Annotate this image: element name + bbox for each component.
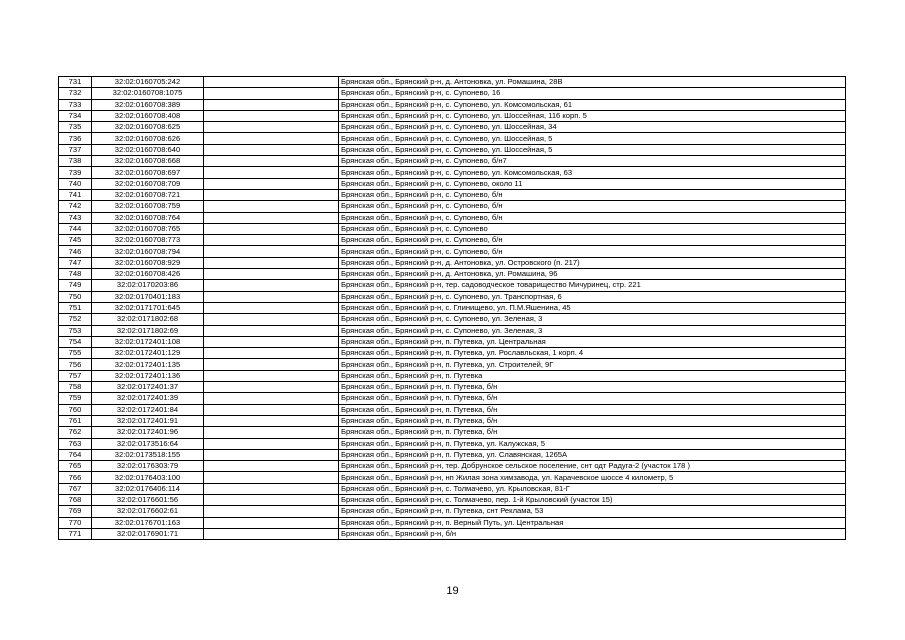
cadastral-number-cell: 32:02:0172401:39	[92, 393, 204, 404]
cadastral-number-cell: 32:02:0160708:765	[92, 223, 204, 234]
row-number-cell: 749	[59, 280, 92, 291]
row-number-cell: 741	[59, 189, 92, 200]
address-cell: Брянская обл., Брянский р-н, п. Путевка, ул. Строителей, 9Г	[339, 359, 846, 370]
cadastral-number-cell: 32:02:0160708:640	[92, 144, 204, 155]
cadastral-number-cell: 32:02:0160708:408	[92, 110, 204, 121]
empty-cell	[204, 302, 339, 313]
row-number-cell: 766	[59, 472, 92, 483]
cadastral-number-cell: 32:02:0176601:56	[92, 494, 204, 505]
empty-cell	[204, 494, 339, 505]
row-number-cell: 740	[59, 178, 92, 189]
address-cell: Брянская обл., Брянский р-н, д. Антоновка, ул. Ромашина, 96	[339, 269, 846, 280]
empty-cell	[204, 189, 339, 200]
row-number-cell: 732	[59, 88, 92, 99]
address-cell: Брянская обл., Брянский р-н, с. Толмачево, ул. Крыловская, 81-Г	[339, 483, 846, 494]
row-number-cell: 754	[59, 336, 92, 347]
row-number-cell: 742	[59, 201, 92, 212]
cadastral-number-cell: 32:02:0171701:645	[92, 302, 204, 313]
row-number-cell: 745	[59, 235, 92, 246]
empty-cell	[204, 449, 339, 460]
cadastral-number-cell: 32:02:0160708:709	[92, 178, 204, 189]
cadastral-number-cell: 32:02:0176303:79	[92, 461, 204, 472]
empty-cell	[204, 257, 339, 268]
address-cell: Брянская обл., Брянский р-н, с. Супонево, б/н	[339, 246, 846, 257]
address-cell: Брянская обл., Брянский р-н, с. Толмачево, пер. 1-й Крыловский (участок 15)	[339, 494, 846, 505]
row-number-cell: 757	[59, 370, 92, 381]
cadastral-number-cell: 32:02:0176406:114	[92, 483, 204, 494]
cadastral-number-cell: 32:02:0160708:389	[92, 99, 204, 110]
empty-cell	[204, 167, 339, 178]
table-row	[59, 235, 846, 246]
row-number-cell: 735	[59, 122, 92, 133]
address-cell: Брянская обл., Брянский р-н, с. Супонево, б/н	[339, 235, 846, 246]
row-number-cell: 734	[59, 110, 92, 121]
table-row	[59, 393, 846, 404]
cadastral-number-cell: 32:02:0160708:625	[92, 122, 204, 133]
table-row	[59, 269, 846, 280]
address-cell: Брянская обл., Брянский р-н, с. Глинищево, ул. П.М.Яшенина, 45	[339, 302, 846, 313]
cadastral-number-cell: 32:02:0160705:242	[92, 77, 204, 88]
row-number-cell: 738	[59, 156, 92, 167]
address-cell: Брянская обл., Брянский р-н, п. Путевка, б/н	[339, 427, 846, 438]
row-number-cell: 761	[59, 415, 92, 426]
table-row	[59, 110, 846, 121]
table-row	[59, 212, 846, 223]
empty-cell	[204, 201, 339, 212]
empty-cell	[204, 212, 339, 223]
empty-cell	[204, 415, 339, 426]
empty-cell	[204, 99, 339, 110]
address-cell: Брянская обл., Брянский р-н, нп Жилая зона химзавода, ул. Карачевское шоссе 4 километр, 5	[339, 472, 846, 483]
table-row	[59, 427, 846, 438]
row-number-cell: 768	[59, 494, 92, 505]
table-row	[59, 528, 846, 539]
cadastral-number-cell: 32:02:0160708:759	[92, 201, 204, 212]
table-row	[59, 404, 846, 415]
empty-cell	[204, 336, 339, 347]
address-cell: Брянская обл., Брянский р-н, с. Супонево, б/н	[339, 189, 846, 200]
address-cell: Брянская обл., Брянский р-н, с. Супонево, ул. Шоссейная, 34	[339, 122, 846, 133]
address-cell: Брянская обл., Брянский р-н, п. Путевка, б/н	[339, 393, 846, 404]
row-number-cell: 750	[59, 291, 92, 302]
row-number-cell: 733	[59, 99, 92, 110]
cadastral-number-cell: 32:02:0160708:773	[92, 235, 204, 246]
table-row	[59, 144, 846, 155]
empty-cell	[204, 359, 339, 370]
row-number-cell: 755	[59, 348, 92, 359]
address-cell: Брянская обл., Брянский р-н, тер. садоводческое товарищество Мичуринец, стр. 221	[339, 280, 846, 291]
row-number-cell: 751	[59, 302, 92, 313]
address-cell: Брянская обл., Брянский р-н, д. Антоновка, ул. Островского (п. 217)	[339, 257, 846, 268]
table-row	[59, 359, 846, 370]
cadastral-number-cell: 32:02:0160708:721	[92, 189, 204, 200]
address-cell: Брянская обл., Брянский р-н, с. Супонево, б/н	[339, 212, 846, 223]
empty-cell	[204, 122, 339, 133]
empty-cell	[204, 370, 339, 381]
empty-cell	[204, 178, 339, 189]
empty-cell	[204, 461, 339, 472]
empty-cell	[204, 348, 339, 359]
cadastral-number-cell: 32:02:0160708:764	[92, 212, 204, 223]
address-cell: Брянская обл., Брянский р-н, с. Супонево, ул. Комсомольская, 61	[339, 99, 846, 110]
empty-cell	[204, 528, 339, 539]
row-number-cell: 731	[59, 77, 92, 88]
address-cell: Брянская обл., Брянский р-н, п. Путевка, б/н	[339, 382, 846, 393]
table-row	[59, 156, 846, 167]
address-cell: Брянская обл., Брянский р-н, п. Путевка, б/н	[339, 404, 846, 415]
row-number-cell: 762	[59, 427, 92, 438]
row-number-cell: 759	[59, 393, 92, 404]
empty-cell	[204, 77, 339, 88]
row-number-cell: 748	[59, 269, 92, 280]
address-cell: Брянская обл., Брянский р-н, п. Путевка, ул. Рославльская, 1 корп. 4	[339, 348, 846, 359]
address-cell: Брянская обл., Брянский р-н, п. Путевка, ул. Калужская, 5	[339, 438, 846, 449]
cadastral-number-cell: 32:02:0170203:86	[92, 280, 204, 291]
address-cell: Брянская обл., Брянский р-н, с. Супонево, ул. Шоссейная, 116 корп. 5	[339, 110, 846, 121]
table-row	[59, 461, 846, 472]
table-row	[59, 449, 846, 460]
empty-cell	[204, 382, 339, 393]
cadastral-number-cell: 32:02:0160708:668	[92, 156, 204, 167]
table-row	[59, 257, 846, 268]
row-number-cell: 763	[59, 438, 92, 449]
table-row	[59, 178, 846, 189]
cadastral-number-cell: 32:02:0173516:64	[92, 438, 204, 449]
empty-cell	[204, 88, 339, 99]
table-row	[59, 88, 846, 99]
page-number: 19	[446, 585, 459, 597]
table-row	[59, 223, 846, 234]
address-cell: Брянская обл., Брянский р-н, п. Верный Путь, ул. Центральная	[339, 517, 846, 528]
address-cell: Брянская обл., Брянский р-н, с. Супонево, ул. Комсомольская, 63	[339, 167, 846, 178]
cadastral-number-cell: 32:02:0160708:697	[92, 167, 204, 178]
empty-cell	[204, 438, 339, 449]
table-row	[59, 382, 846, 393]
table-row	[59, 302, 846, 313]
table-row	[59, 99, 846, 110]
cadastral-number-cell: 32:02:0171802:69	[92, 325, 204, 336]
cadastral-number-cell: 32:02:0173518:155	[92, 449, 204, 460]
cadastral-number-cell: 32:02:0172401:91	[92, 415, 204, 426]
address-cell: Брянская обл., Брянский р-н, с. Супонево, ул. Зеленая, 3	[339, 314, 846, 325]
empty-cell	[204, 472, 339, 483]
row-number-cell: 770	[59, 517, 92, 528]
table-row	[59, 280, 846, 291]
cadastral-number-cell: 32:02:0160708:929	[92, 257, 204, 268]
cadastral-number-cell: 32:02:0176901:71	[92, 528, 204, 539]
empty-cell	[204, 223, 339, 234]
cadastral-number-cell: 32:02:0172401:37	[92, 382, 204, 393]
cadastral-number-cell: 32:02:0172401:96	[92, 427, 204, 438]
cadastral-number-cell: 32:02:0172401:108	[92, 336, 204, 347]
row-number-cell: 737	[59, 144, 92, 155]
empty-cell	[204, 427, 339, 438]
address-cell: Брянская обл., Брянский р-н, с. Супонево, ул. Зеленая, 3	[339, 325, 846, 336]
cadastral-number-cell: 32:02:0176602:61	[92, 506, 204, 517]
empty-cell	[204, 144, 339, 155]
empty-cell	[204, 404, 339, 415]
row-number-cell: 746	[59, 246, 92, 257]
table-row	[59, 246, 846, 257]
row-number-cell: 752	[59, 314, 92, 325]
row-number-cell: 736	[59, 133, 92, 144]
cadastral-number-cell: 32:02:0160708:426	[92, 269, 204, 280]
table-row	[59, 517, 846, 528]
empty-cell	[204, 110, 339, 121]
row-number-cell: 771	[59, 528, 92, 539]
table-row	[59, 167, 846, 178]
address-cell: Брянская обл., Брянский р-н, п. Путевка, б/н	[339, 415, 846, 426]
row-number-cell: 743	[59, 212, 92, 223]
table-row	[59, 483, 846, 494]
address-cell: Брянская обл., Брянский р-н, п. Путевка, ул. Славянская, 1265А	[339, 449, 846, 460]
cadastral-number-cell: 32:02:0160708:794	[92, 246, 204, 257]
row-number-cell: 756	[59, 359, 92, 370]
empty-cell	[204, 483, 339, 494]
address-cell: Брянская обл., Брянский р-н, с. Супонево, 16	[339, 88, 846, 99]
cadastral-number-cell: 32:02:0176403:100	[92, 472, 204, 483]
table-row	[59, 336, 846, 347]
address-cell: Брянская обл., Брянский р-н, с. Супонево	[339, 223, 846, 234]
row-number-cell: 739	[59, 167, 92, 178]
table-row	[59, 348, 846, 359]
table-row	[59, 494, 846, 505]
address-cell: Брянская обл., Брянский р-н, с. Супонево, ул. Транспортная, 6	[339, 291, 846, 302]
address-cell: Брянская обл., Брянский р-н, с. Супонево, ул. Шоссейная, 5	[339, 144, 846, 155]
row-number-cell: 765	[59, 461, 92, 472]
table-row	[59, 189, 846, 200]
row-number-cell: 753	[59, 325, 92, 336]
row-number-cell: 769	[59, 506, 92, 517]
table-row	[59, 370, 846, 381]
cadastral-number-cell: 32:02:0172401:129	[92, 348, 204, 359]
row-number-cell: 744	[59, 223, 92, 234]
records-table-body	[59, 77, 846, 540]
table-row	[59, 325, 846, 336]
table-row	[59, 77, 846, 88]
cadastral-number-cell: 32:02:0176701:163	[92, 517, 204, 528]
address-cell: Брянская обл., Брянский р-н, тер. Добрунское сельское поселение, снт одт Радуга-2 (участок 178 )	[339, 461, 846, 472]
empty-cell	[204, 269, 339, 280]
table-row	[59, 438, 846, 449]
row-number-cell: 760	[59, 404, 92, 415]
empty-cell	[204, 235, 339, 246]
empty-cell	[204, 133, 339, 144]
table-row	[59, 415, 846, 426]
empty-cell	[204, 314, 339, 325]
empty-cell	[204, 517, 339, 528]
cadastral-number-cell: 32:02:0170401:183	[92, 291, 204, 302]
cadastral-number-cell: 32:02:0160708:626	[92, 133, 204, 144]
address-cell: Брянская обл., Брянский р-н, с. Супонево, ул. Шоссейная, 5	[339, 133, 846, 144]
cadastral-number-cell: 32:02:0172401:84	[92, 404, 204, 415]
table-row	[59, 133, 846, 144]
table-row	[59, 291, 846, 302]
row-number-cell: 767	[59, 483, 92, 494]
cadastral-number-cell: 32:02:0172401:136	[92, 370, 204, 381]
address-cell: Брянская обл., Брянский р-н, с. Супонево, около 11	[339, 178, 846, 189]
address-cell: Брянская обл., Брянский р-н, с. Супонево, б/н	[339, 201, 846, 212]
empty-cell	[204, 156, 339, 167]
empty-cell	[204, 280, 339, 291]
empty-cell	[204, 291, 339, 302]
address-cell: Брянская обл., Брянский р-н, п. Путевка, снт Реклама, 53	[339, 506, 846, 517]
empty-cell	[204, 325, 339, 336]
cadastral-number-cell: 32:02:0172401:135	[92, 359, 204, 370]
cadastral-number-cell: 32:02:0160708:1075	[92, 88, 204, 99]
address-cell: Брянская обл., Брянский р-н, с. Супонево, б/н7	[339, 156, 846, 167]
empty-cell	[204, 393, 339, 404]
row-number-cell: 758	[59, 382, 92, 393]
address-cell: Брянская обл., Брянский р-н, д. Антоновка, ул. Ромашина, 28В	[339, 77, 846, 88]
row-number-cell: 747	[59, 257, 92, 268]
address-cell: Брянская обл., Брянский р-н, п. Путевка, ул. Центральная	[339, 336, 846, 347]
table-row	[59, 472, 846, 483]
cadastral-number-cell: 32:02:0171802:68	[92, 314, 204, 325]
empty-cell	[204, 506, 339, 517]
address-cell: Брянская обл., Брянский р-н, б/н	[339, 528, 846, 539]
table-row	[59, 122, 846, 133]
table-row	[59, 506, 846, 517]
records-table	[58, 76, 846, 540]
table-row	[59, 314, 846, 325]
empty-cell	[204, 246, 339, 257]
table-row	[59, 201, 846, 212]
address-cell: Брянская обл., Брянский р-н, п. Путевка	[339, 370, 846, 381]
row-number-cell: 764	[59, 449, 92, 460]
